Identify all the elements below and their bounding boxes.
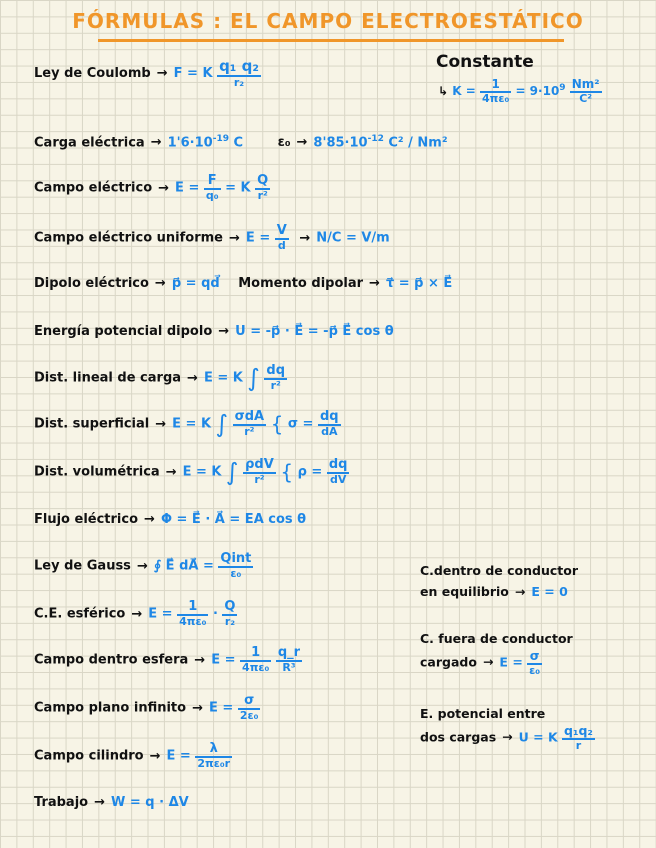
row-uniforme: Campo eléctrico uniforme → E = $\frac{V}{d}$ → N/C = V/m	[34, 223, 390, 253]
coulomb-lhs: F = K	[173, 65, 213, 81]
constante-label: Constante	[436, 52, 534, 72]
row-lineal: Dist. lineal de carga → E = K ∫ $\frac{dq}{\text{r²}}$	[34, 363, 286, 393]
row-flujo: Flujo eléctrico → Φ = E⃗ · A⃗ = EA cos θ	[34, 512, 307, 527]
constante-formula: ↳ K = $\frac{1}{\text{4πε₀}}$ = $9\cdot 10^9$ $\frac{\text{Nm²}}{\text{C²}}$	[438, 77, 600, 106]
row-cilindro: Campo cilindro → E = $\frac{\lambda}{\text{2πε₀r}}$	[34, 741, 231, 771]
arrow-icon: →	[156, 65, 168, 81]
title-underline	[98, 39, 564, 42]
note-conductor-equilibrio: C.dentro de conductor en equilibrio → E = 0	[420, 563, 578, 599]
note-fuera-conductor: C. fuera de conductor cargado → E = $\frac{\sigma}{\text{ε₀}}$	[420, 631, 573, 677]
row-carga: Carga eléctrica → $1'6\cdot 10^{-19}$ C $\varepsilon_0 \to 8'85\cdot 10^{-12}$ C² / Nm²	[34, 134, 448, 151]
row-energia: Energía potencial dipolo → U = -p⃗ · E⃗ = -p⃗ E⃗ cos θ	[34, 324, 394, 339]
row-coulomb	[34, 58, 261, 89]
row-trabajo: Trabajo → W = q · ΔV	[34, 795, 189, 810]
row-dentro-esfera: Campo dentro esfera → E = $\frac{1}{\text{4πε₀}}$ $\frac{q\_r}{\text{R³}}$	[34, 645, 301, 675]
row-campo: Campo eléctrico → E = $\frac{F}{\text{q₀}}$ = K $\frac{Q}{\text{r²}}$	[34, 173, 269, 203]
coulomb-label: Ley de Coulomb	[34, 65, 151, 81]
coulomb-fraction: $\frac{\text{q₁ q₂}}{\text{r₂}}$	[219, 57, 259, 89]
row-esferico: C.E. esférico → E = $\frac{1}{\text{4πε₀}}$ · $\frac{Q}{\text{r₂}}$	[34, 599, 236, 629]
page-title: FÓRMULAS : EL CAMPO ELECTROESTÁTICO	[72, 9, 584, 33]
row-superficial: Dist. superficial → E = K ∫ $\frac{\text{σdA}}{\text{r²}}$ { σ = $\frac{dq}{dA}$	[34, 409, 339, 439]
row-plano: Campo plano infinito → E = $\frac{\sigma}{\text{2ε₀}}$	[34, 693, 259, 723]
row-dipolo: Dipolo eléctrico → p⃗ = qd⃗ Momento dipolar → τ⃗ = p⃗ × E⃗	[34, 276, 453, 291]
row-volumetrica: Dist. volumétrica → E = K ∫ $\frac{\text{ρdV}}{\text{r²}}$ { ρ = $\frac{dq}{dV}$	[34, 457, 348, 487]
note-potencial-cargas: E. potencial entre dos cargas → U = K $\frac{\text{q₁q₂}}{r}$	[420, 706, 593, 752]
row-gauss: Ley de Gauss → ∮ E⃗ dA⃗ = $\frac{\text{Qint}}{\text{ε₀}}$	[34, 551, 252, 581]
